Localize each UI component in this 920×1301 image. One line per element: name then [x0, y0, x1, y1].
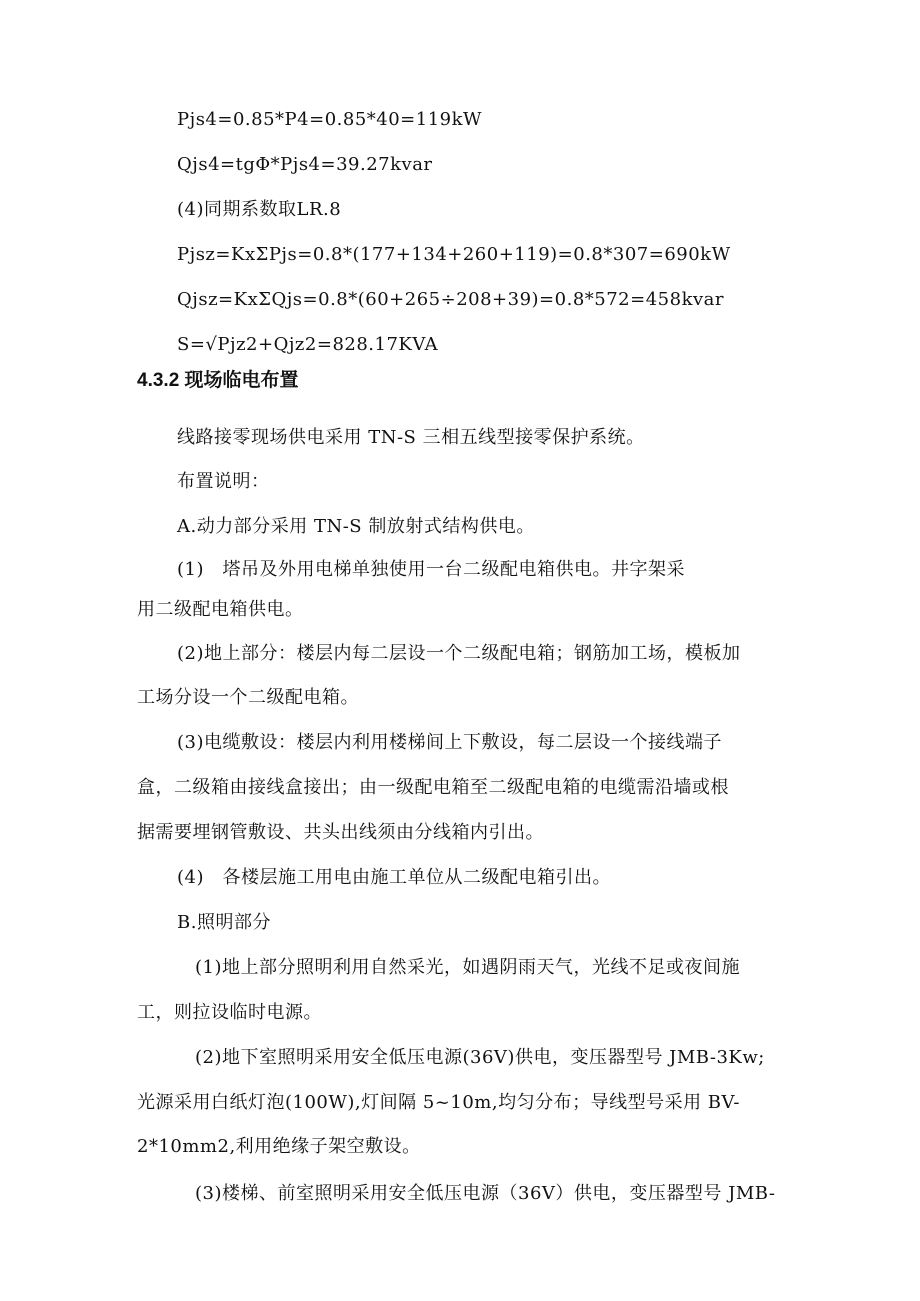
paragraph-line: 据需要埋钢管敷设、共头出线须由分线箱内引出。	[137, 822, 544, 843]
formula-line: Pjsz=KxΣPjs=0.8*(177+134+260+119)=0.8*307=690kW	[177, 244, 731, 265]
paragraph-line: 工，则拉设临时电源。	[137, 1002, 322, 1023]
paragraph-line: (4) 各楼层施工用电由施工单位从二级配电箱引出。	[177, 867, 611, 888]
formula-line: S=√Pjz2+Qjz2=828.17KVA	[177, 334, 439, 355]
paragraph-line: (2)地上部分：楼层内每二层设一个二级配电箱；钢筋加工场，模板加	[177, 643, 741, 664]
paragraph-line: 2*10mm2,利用绝缘子架空敷设。	[137, 1136, 421, 1157]
formula-line: (4)同期系数取LR.8	[177, 199, 342, 220]
paragraph-line: A.动力部分采用 TN-S 制放射式结构供电。	[177, 516, 535, 537]
paragraph-line: (1)地上部分照明利用自然采光，如遇阴雨天气，光线不足或夜间施	[195, 957, 740, 978]
paragraph-line: 线路接零现场供电采用 TN-S 三相五线型接零保护系统。	[177, 427, 645, 448]
formula-line: Qjs4=tgΦ*Pjs4=39.27kvar	[177, 154, 433, 175]
paragraph-line: 盒，二级箱由接线盒接出；由一级配电箱至二级配电箱的电缆需沿墙或根	[137, 777, 729, 798]
formula-line: Qjsz=KxΣQjs=0.8*(60+265÷208+39)=0.8*572=458kvar	[177, 289, 724, 310]
paragraph-line: 光源采用白纸灯泡(100W),灯间隔 5~10m,均匀分布；导线型号采用 BV-	[137, 1092, 740, 1113]
paragraph-line: (2)地下室照明采用安全低压电源(36V)供电，变压器型号 JMB-3Kw;	[195, 1047, 765, 1068]
formula-line: Pjs4=0.85*P4=0.85*40=119kW	[177, 109, 483, 130]
paragraph-line: 用二级配电箱供电。	[137, 599, 304, 620]
paragraph-line: B.照明部分	[177, 912, 271, 933]
paragraph-line: 布置说明：	[177, 471, 270, 492]
paragraph-line: (3)电缆敷设：楼层内利用楼梯间上下敷设，每二层设一个接线端子	[177, 732, 722, 753]
paragraph-line: (3)楼梯、前室照明采用安全低压电源（36V）供电，变压器型号 JMB-	[195, 1183, 776, 1204]
paragraph-line: (1) 塔吊及外用电梯单独使用一台二级配电箱供电。井字架采	[177, 559, 685, 580]
section-heading: 4.3.2 现场临电布置	[137, 370, 299, 391]
paragraph-line: 工场分设一个二级配电箱。	[137, 687, 359, 708]
